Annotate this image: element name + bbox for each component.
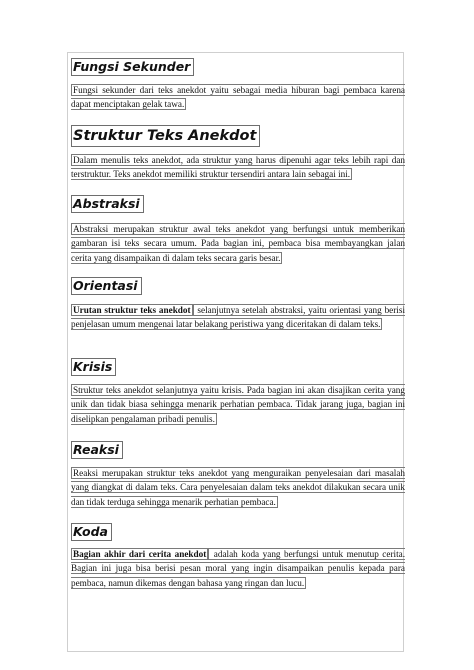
heading-koda: Koda xyxy=(71,523,112,541)
paragraph-struktur-teks-anekdot: Dalam menulis teks anekdot, ada struktur yang harus dipenuhi agar teks lebih rapi dan terstruktur. Teks anekdot memiliki struktur tersendiri antara lain sebagai ini. xyxy=(71,155,405,180)
paragraph-krisis: Struktur teks anekdot selanjutnya yaitu krisis. Pada bagian ini akan disajikan cerita yang unik dan tidak biasa sehingga menarik perhatian pembaca. Tidak jarang juga, bagian ini diselipkan pengalaman pribadi penulis. xyxy=(71,385,405,424)
paragraph-abstraksi: Abstraksi merupakan struktur awal teks anekdot yang berfungsi untuk memberikan gambaran isi teks secara umum. Pada bagian ini, pembaca bisa membayangkan jalan cerita yang disampaikan di dalam teks secara garis besar. xyxy=(71,224,405,263)
heading-abstraksi: Abstraksi xyxy=(71,195,144,213)
heading-struktur-teks-anekdot: Struktur Teks Anekdot xyxy=(71,125,260,147)
heading-krisis: Krisis xyxy=(71,358,116,376)
paragraph-orientasi: Urutan struktur teks anekdot selanjutnya setelah abstraksi, yaitu orientasi yang berisi penjelasan umum mengenai latar belakang peristiwa yang diceritakan di dalam teks. xyxy=(71,305,405,330)
heading-reaksi: Reaksi xyxy=(71,441,123,459)
paragraph-koda: Bagian akhir dari cerita anekdot adalah koda yang berfungsi untuk menutup cerita. Bagian ini juga bisa berisi pesan moral yang ingin disampaikan penulis kepada para pembaca, namun dikemas dengan bahasa yang ringan dan lucu. xyxy=(71,549,405,588)
heading-fungsi-sekunder: Fungsi Sekunder xyxy=(71,58,194,76)
paragraph-fungsi-sekunder: Fungsi sekunder dari teks anekdot yaitu sebagai media hiburan bagi pembaca karena dapat menciptakan gelak tawa. xyxy=(71,85,405,110)
heading-orientasi: Orientasi xyxy=(71,277,142,295)
paragraph-reaksi: Reaksi merupakan struktur teks anekdot yang menguraikan penyelesaian dari masalah yang diangkat di dalam teks. Cara penyelesaian dalam teks anekdot dilakukan secara unik dan tidak terduga sehingga menarik perhatian pembaca. xyxy=(71,468,405,507)
